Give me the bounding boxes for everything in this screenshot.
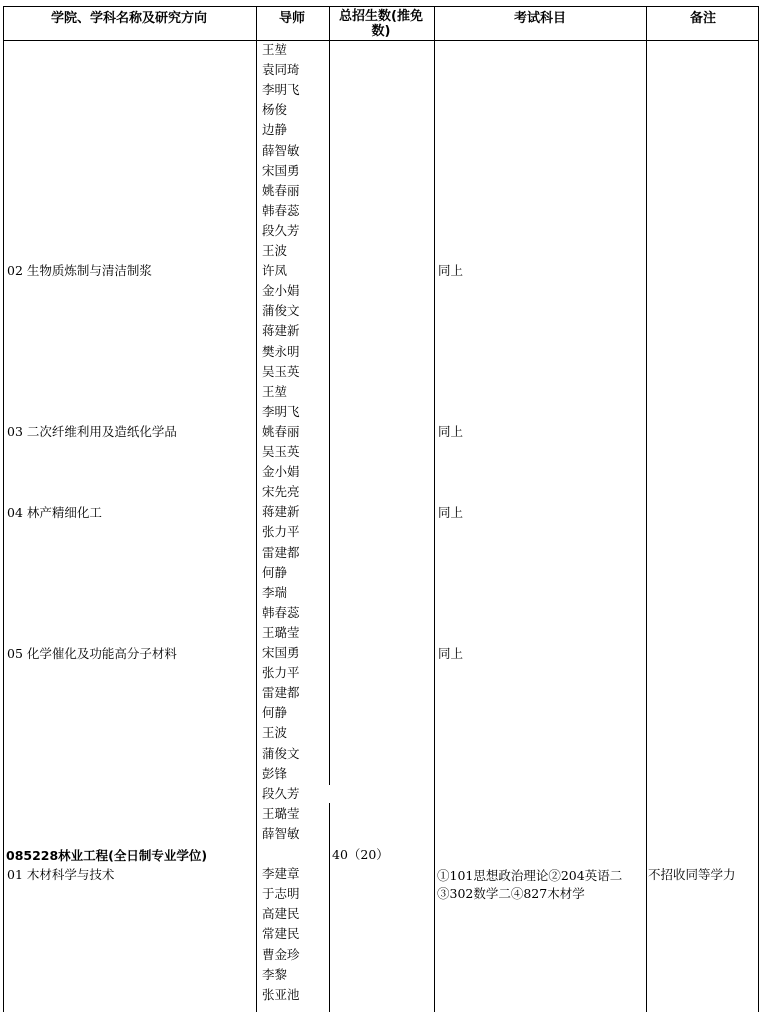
advisor-name: 王璐莹 [262, 624, 300, 640]
program-title: 085228林业工程(全日制专业学位) [6, 848, 208, 863]
advisor-name: 李建章 [262, 866, 300, 882]
advisor-name: 张亚池 [262, 986, 300, 1002]
advisor-name: 段久芳 [262, 785, 300, 801]
advisor-name: 彭锋 [262, 765, 288, 781]
advisor-name: 张力平 [262, 524, 300, 540]
advisor-name: 何静 [262, 705, 288, 721]
advisor-name: 薛智敏 [262, 142, 300, 158]
advisor-name: 吴玉英 [262, 444, 300, 459]
col-border-2 [329, 6, 330, 1012]
program-enroll: 40（20） [332, 847, 389, 862]
advisor-name: 吴玉英 [262, 363, 300, 379]
advisor-name: 王堃 [262, 383, 288, 399]
advisor-name: 蒋建新 [262, 323, 300, 339]
advisor-name: 李黎 [262, 966, 288, 982]
advisor-name: 许凤 [262, 263, 288, 279]
direction-03: 03 二次纤维利用及造纸化学品 [7, 424, 177, 439]
direction-05: 05 化学催化及功能高分子材料 [7, 646, 177, 661]
exam-03: 同上 [438, 424, 464, 439]
advisor-name: 宋国勇 [262, 645, 300, 660]
advisor-name: 金小娟 [262, 283, 300, 299]
advisor-name: 蒲俊文 [262, 303, 300, 319]
advisor-name: 薛智敏 [262, 825, 300, 841]
advisor-name: 王堃 [262, 42, 288, 57]
exam-05: 同上 [438, 646, 464, 661]
header-note: 备注 [689, 11, 716, 26]
advisor-name: 于志明 [262, 886, 300, 902]
advisor-name: 姚春丽 [262, 423, 300, 439]
col-border-3 [434, 6, 435, 1012]
advisor-name: 韩春蕊 [262, 604, 300, 620]
col-border-left [3, 6, 4, 1012]
advisor-name: 段久芳 [262, 222, 300, 238]
program-direction-01: 01 木材科学与技术 [7, 867, 115, 882]
advisor-name: 王璐莹 [262, 805, 300, 821]
advisor-name: 雷建都 [262, 544, 300, 560]
advisor-name: 王波 [262, 243, 288, 258]
program-exam: ①101思想政治理论②204英语二③302数学二④827木材学 [437, 868, 623, 901]
header-college: 学院、学科名称及研究方向 [50, 11, 207, 26]
header-exam: 考试科目 [513, 11, 566, 26]
exam-02: 同上 [438, 263, 464, 278]
advisor-name: 袁同琦 [262, 62, 300, 78]
advisor-name: 李明飞 [262, 82, 300, 98]
advisor-name: 李瑞 [262, 584, 288, 600]
advisor-name: 曹金珍 [262, 946, 300, 962]
advisor-name: 韩春蕊 [262, 202, 300, 218]
advisor-name: 金小娟 [262, 464, 300, 480]
advisor-name: 宋先亮 [262, 484, 300, 500]
advisor-name: 蒲俊文 [262, 745, 300, 761]
line-gap [327, 785, 333, 803]
advisor-name: 李明飞 [262, 403, 300, 419]
header-advisor: 导师 [278, 11, 305, 26]
advisor-name: 张力平 [262, 665, 300, 681]
advisor-name: 王波 [262, 725, 288, 741]
advisor-name: 何静 [262, 564, 288, 580]
advisor-name: 雷建都 [262, 685, 300, 701]
col-border-1 [256, 6, 257, 1012]
advisor-name: 杨俊 [262, 102, 288, 118]
col-border-right [758, 6, 759, 1012]
direction-04: 04 林产精细化工 [7, 505, 102, 520]
advisor-name: 边静 [262, 122, 288, 138]
exam-04: 同上 [438, 505, 464, 520]
advisor-name: 常建民 [262, 926, 300, 942]
advisor-name: 蒋建新 [262, 504, 300, 520]
advisor-name: 姚春丽 [262, 182, 300, 198]
header-enroll: 总招生数(推免数) [339, 9, 423, 39]
advisor-name: 樊永明 [262, 343, 300, 359]
program-note: 不招收同等学力 [648, 867, 736, 882]
direction-02: 02 生物质炼制与清洁制浆 [7, 263, 152, 278]
advisor-name: 高建民 [262, 906, 300, 922]
advisor-name: 宋国勇 [262, 162, 300, 178]
col-border-4 [646, 6, 647, 1012]
